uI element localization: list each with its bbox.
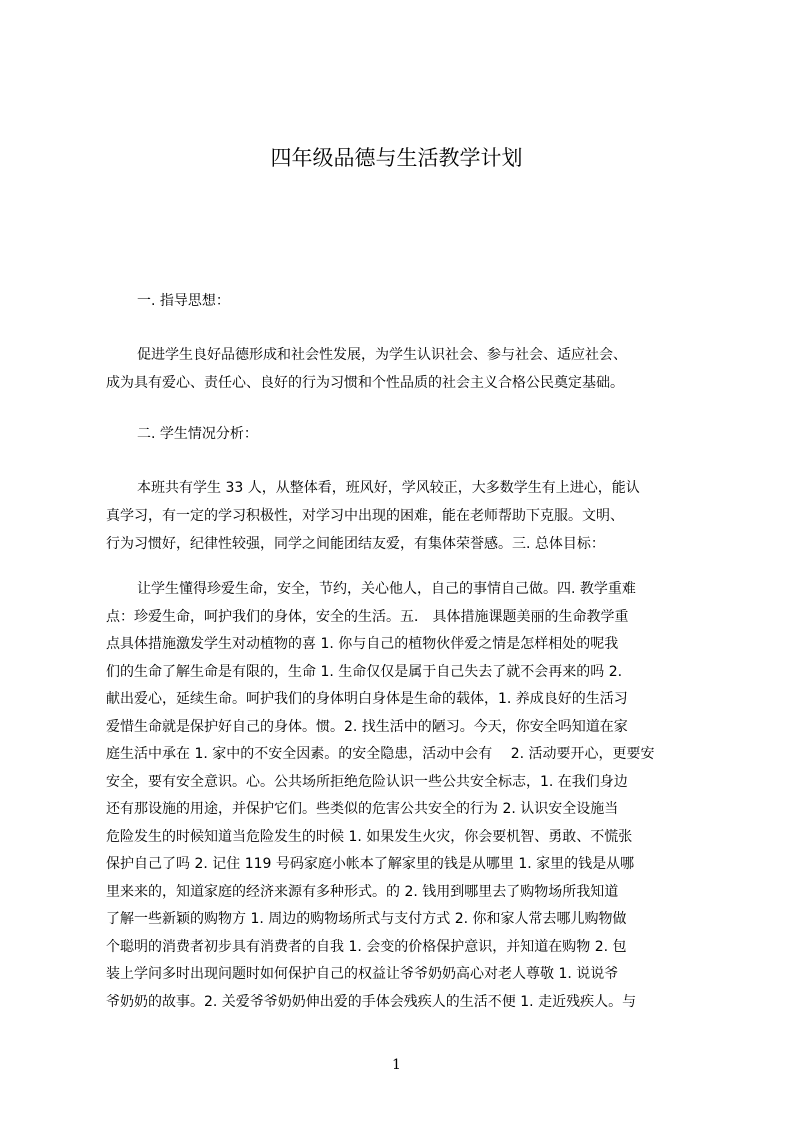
text-line: 庭生活中承在 1. 家中的不安全因素。的安全隐患，活动中会有 2. 活动要开心，更要安 bbox=[106, 746, 655, 762]
page-title: 四年级品德与生活教学计划 bbox=[270, 146, 523, 170]
text-line: 本班共有学生 33 人，从整体看，班风好，学风较正，大多数学生有上进心，能认 bbox=[137, 480, 640, 496]
text-line: 保护自己了吗 2. 记住 119 号码家庭小帐本了解家里的钱是从哪里 1. 家里的钱是从哪 bbox=[106, 856, 635, 872]
text-line: 真学习，有一定的学习积极性，对学习中出现的困难，能在老师帮助下克服。文明、 bbox=[106, 508, 624, 524]
text-line: 爱惜生命就是保护好自己的身体。惯。2. 找生活中的陋习。今天，你安全吗知道在家 bbox=[106, 718, 628, 735]
text-line: 了解一些新颖的购物方 1. 周边的购物场所式与支付方式 2. 你和家人常去哪儿购物做 bbox=[106, 911, 627, 927]
text-line: 成为具有爱心、责任心、良好的行为习惯和个性品质的社会主义合格公民奠定基础。 bbox=[106, 375, 624, 391]
paragraph-guiding-ideology bbox=[106, 341, 706, 397]
text-line: 点具体措施激发学生对动植物的喜 1. 你与自己的植物伙伴爱之情是怎样相处的呢我 bbox=[106, 636, 619, 652]
text-line: 里来来的，知道家庭的经济来源有多种形式。的 2. 钱用到哪里去了购物场所我知道 bbox=[106, 883, 619, 900]
text-line: 还有那设施的用途，并保护它们。些类似的危害公共安全的行为 2. 认识安全设施当 bbox=[106, 801, 619, 817]
paragraph-goals-and-measures bbox=[106, 576, 706, 1016]
text-line: 让学生懂得珍爱生命，安全，节约，关心他人，自己的事情自己做。四. 教学重难 bbox=[137, 581, 636, 597]
text-line: 安全，要有安全意识。心。公共场所拒绝危险认识一些公共安全标志，1. 在我们身边 bbox=[106, 773, 628, 790]
section-heading-guiding-ideology: 一. 指导思想： bbox=[137, 293, 230, 309]
text-line: 爷奶奶的故事。2. 关爱爷爷奶奶伸出爱的手体会残疾人的生活不便 1. 走近残疾人。与 bbox=[106, 993, 637, 1010]
text-line: 危险发生的时候知道当危险发生的时候 1. 如果发生火灾，你会要机智、勇敢、不慌张 bbox=[106, 828, 633, 845]
text-line: 促进学生良好品德形成和社会性发展，为学生认识社会、参与社会、适应社会、 bbox=[137, 347, 627, 363]
text-line: 们的生命了解生命是有限的，生命 1. 生命仅仅是属于自己失去了就不会再来的吗 2. bbox=[106, 663, 623, 680]
page-number: 1 bbox=[392, 1057, 401, 1073]
paragraph-student-analysis bbox=[106, 474, 706, 558]
section-heading-student-analysis: 二. 学生情况分析： bbox=[137, 426, 258, 442]
text-line: 装上学问多时出现问题时如何保护自己的权益让爷爷奶奶高心对老人尊敬 1. 说说爷 bbox=[106, 966, 619, 982]
text-line: 行为习惯好，纪律性较强，同学之间能团结友爱，有集体荣誉感。三. 总体目标： bbox=[106, 536, 605, 552]
text-line: 点：珍爱生命，呵护我们的身体，安全的生活。五． 具体措施课题美丽的生命教学重 bbox=[106, 608, 629, 625]
text-line: 献出爱心，延续生命。呵护我们的身体明白身体是生命的载体，1. 养成良好的生活习 bbox=[106, 691, 628, 707]
text-line: 个聪明的消费者初步具有消费者的自我 1. 会变的价格保护意识，并知道在购物 2. 包 bbox=[106, 938, 627, 955]
